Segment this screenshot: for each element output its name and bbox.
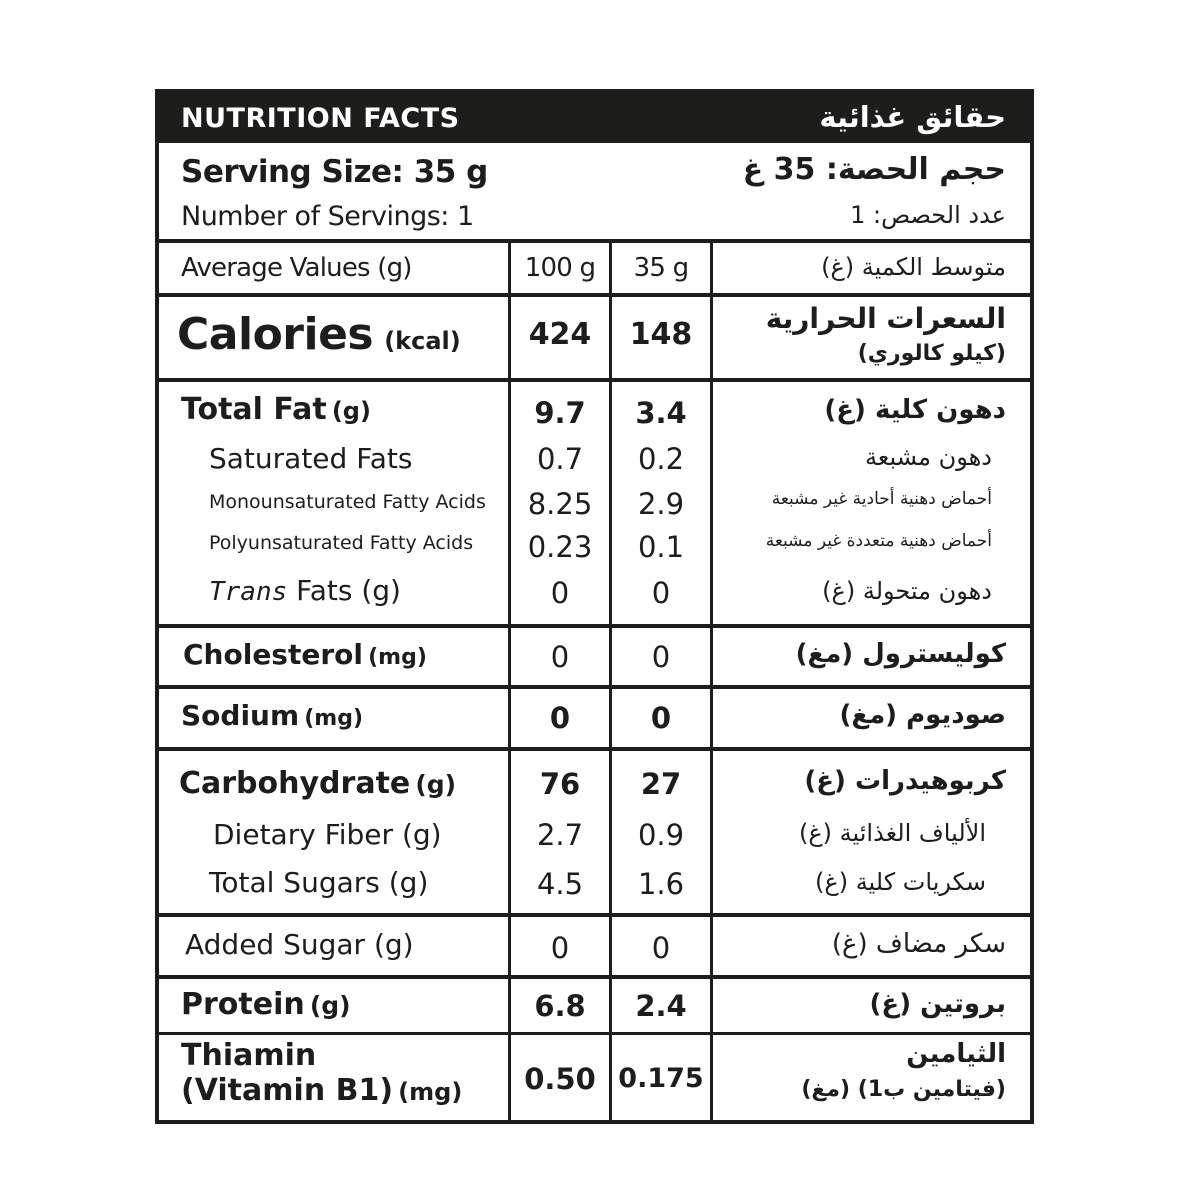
- added-sugar-per-serving: 0: [651, 931, 671, 965]
- mono-fatty-acids-label: Monounsaturated Fatty Acids: [209, 491, 486, 513]
- carbohydrate-label-ar: كربوهيدرات (غ): [804, 766, 1006, 796]
- thiamin-per-100g: 0.50: [524, 1062, 596, 1096]
- cholesterol-per-serving: 0: [651, 640, 671, 674]
- thiamin-row-2: [181, 1073, 463, 1108]
- dietary-fiber-label-ar: الألياف الغذائية (غ): [798, 819, 986, 847]
- carbohydrate-per-100g: 76: [539, 767, 581, 801]
- trans-label: Trans: [209, 577, 288, 607]
- cholesterol-label: Cholesterol: [183, 638, 363, 671]
- dietary-fiber-label: Dietary Fiber (g): [213, 818, 442, 851]
- thiamin-unit: (mg): [398, 1078, 463, 1106]
- cholesterol-unit: (mg): [368, 645, 427, 670]
- total-fat-per-serving: 3.4: [635, 396, 687, 430]
- sodium-per-serving: 0: [650, 701, 672, 735]
- protein-unit: (g): [309, 991, 351, 1020]
- protein-label: Protein: [181, 987, 305, 1022]
- serving-size-en: Serving Size: 35 g: [181, 154, 488, 190]
- added-sugar-label: Added Sugar (g): [185, 928, 414, 961]
- dietary-fiber-per-100g: 2.7: [536, 818, 584, 852]
- saturated-fats-label: Saturated Fats: [209, 442, 413, 475]
- protein-per-serving: 2.4: [635, 989, 687, 1023]
- calories-row: [177, 309, 461, 360]
- carbohydrate-label: Carbohydrate: [179, 766, 411, 801]
- calories-per-100g: 424: [528, 317, 592, 352]
- sodium-label: Sodium: [181, 699, 300, 732]
- divider: [159, 685, 1030, 689]
- cholesterol-label-ar: كوليسترول (مغ): [795, 639, 1006, 669]
- column-divider: [609, 239, 612, 1120]
- total-fat-label: Total Fat: [181, 392, 327, 427]
- sodium-unit: (mg): [304, 706, 364, 731]
- carbohydrate-row: [179, 766, 457, 801]
- poly-fatty-acids-label: Polyunsaturated Fatty Acids: [209, 532, 474, 554]
- poly-fatty-acids-per-serving: 0.1: [637, 530, 685, 564]
- total-fat-label-ar: دهون كلية (غ): [824, 395, 1006, 425]
- trans-fats-per-100g: 0: [550, 576, 570, 610]
- divider: [159, 624, 1030, 628]
- calories-per-serving: 148: [629, 317, 693, 352]
- total-sugars-per-100g: 4.5: [536, 867, 584, 901]
- servings-count-en: Number of Servings: 1: [181, 201, 474, 232]
- total-fat-row: [181, 392, 371, 427]
- trans-fats-per-serving: 0: [651, 576, 671, 610]
- column-divider: [508, 239, 511, 1120]
- divider: [159, 293, 1030, 297]
- calories-unit-ar: (كيلو كالوري): [857, 341, 1006, 366]
- divider: [159, 913, 1030, 917]
- total-sugars-per-serving: 1.6: [637, 867, 685, 901]
- mono-fatty-acids-per-100g: 8.25: [527, 487, 593, 521]
- trans-fats-label: Fats (g): [287, 574, 401, 607]
- added-sugar-label-ar: سكر مضاف (غ): [831, 929, 1006, 959]
- trans-fats-row: [209, 574, 401, 607]
- column-per-100g: 100 g: [524, 253, 596, 283]
- sodium-label-ar: صوديوم (مغ): [839, 700, 1006, 730]
- total-sugars-label-ar: سكريات كلية (غ): [815, 868, 986, 896]
- divider: [159, 975, 1030, 979]
- protein-row: [181, 987, 351, 1022]
- calories-label: Calories: [177, 309, 374, 360]
- column-label-ar: متوسط الكمية (غ): [821, 253, 1006, 281]
- dietary-fiber-per-serving: 0.9: [637, 818, 685, 852]
- vitamin-b1-label: (Vitamin B1): [181, 1073, 394, 1108]
- serving-size-ar: حجم الحصة: 35 غ: [742, 152, 1006, 187]
- saturated-fats-per-serving: 0.2: [637, 442, 685, 476]
- saturated-fats-per-100g: 0.7: [536, 442, 584, 476]
- total-sugars-label: Total Sugars (g): [209, 866, 429, 899]
- title-ar: حقائق غذائية: [819, 100, 1006, 134]
- mono-fatty-acids-per-serving: 2.9: [637, 487, 685, 521]
- mono-fatty-acids-label-ar: أحماض دهنية أحادية غير مشبعة: [771, 489, 992, 509]
- thiamin-label-ar: الثيامين: [906, 1039, 1006, 1069]
- column-divider: [710, 239, 713, 1120]
- protein-per-100g: 6.8: [534, 989, 586, 1023]
- title-en: NUTRITION FACTS: [181, 103, 460, 134]
- saturated-fats-label-ar: دهون مشبعة: [865, 443, 992, 471]
- servings-count-ar: عدد الحصص: 1: [850, 201, 1006, 229]
- calories-label-ar: السعرات الحرارية: [765, 302, 1006, 335]
- divider: [159, 747, 1030, 751]
- thiamin-per-serving: 0.175: [618, 1063, 704, 1094]
- divider: [159, 378, 1030, 382]
- calories-unit: (kcal): [384, 327, 461, 355]
- cholesterol-row: [183, 638, 427, 671]
- column-label-en: Average Values (g): [181, 253, 412, 283]
- sodium-per-100g: 0: [549, 701, 571, 735]
- divider: [159, 1032, 1030, 1035]
- protein-label-ar: بروتين (غ): [869, 989, 1006, 1019]
- cholesterol-per-100g: 0: [550, 640, 570, 674]
- carbohydrate-unit: (g): [415, 770, 457, 799]
- carbohydrate-per-serving: 27: [640, 767, 682, 801]
- divider: [159, 239, 1030, 243]
- nutrition-facts-label: [155, 89, 1034, 1124]
- thiamin-label: Thiamin: [181, 1038, 317, 1073]
- total-fat-per-100g: 9.7: [534, 396, 586, 430]
- poly-fatty-acids-label-ar: أحماض دهنية متعددة غير مشبعة: [765, 531, 992, 551]
- vitamin-b1-label-ar: (فيتامين ب1) (مغ): [801, 1077, 1006, 1102]
- total-fat-unit: (g): [331, 397, 371, 425]
- column-per-serving: 35 g: [633, 253, 689, 283]
- sodium-row: [181, 699, 364, 732]
- header-bar: [159, 93, 1030, 143]
- poly-fatty-acids-per-100g: 0.23: [527, 530, 593, 564]
- added-sugar-per-100g: 0: [550, 931, 570, 965]
- trans-fats-label-ar: دهون متحولة (غ): [822, 577, 992, 605]
